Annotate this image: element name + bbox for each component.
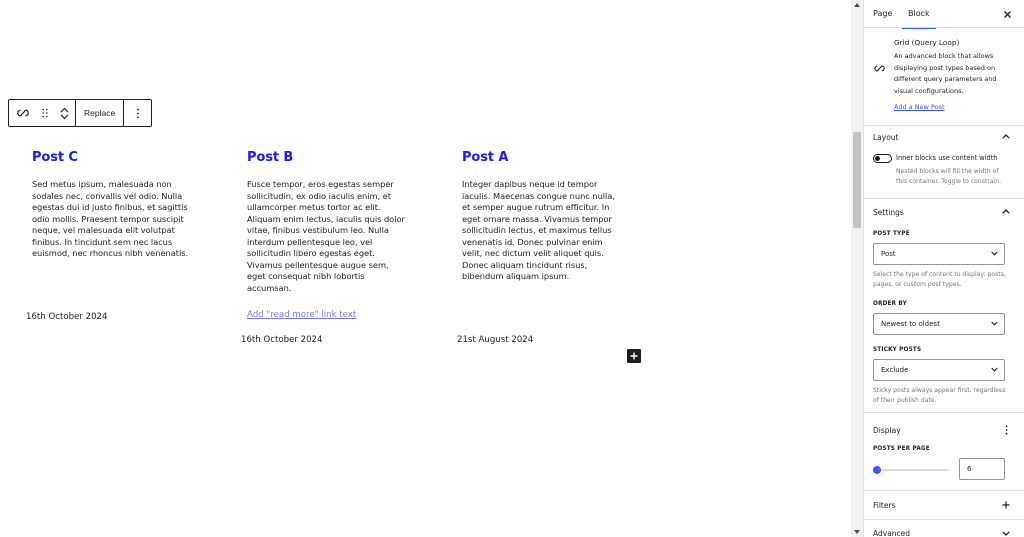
toggle-label: Inner blocks use content width (896, 154, 998, 162)
block-card-title: Grid (Query Loop) (894, 38, 960, 47)
triangle-down-icon (854, 530, 860, 534)
read-more-link[interactable]: Add "read more" link text (247, 310, 357, 320)
block-mover (53, 100, 75, 126)
sticky-posts-select[interactable] (873, 359, 1005, 381)
post-date[interactable]: 16th October 2024 (26, 312, 108, 322)
query-loop-icon (17, 109, 29, 117)
tab-block[interactable]: Block (908, 0, 930, 28)
toggle-help: Nested blocks will fill the width of this container. Toggle to constrain. (896, 168, 1002, 185)
post-title[interactable]: Post C (32, 150, 78, 165)
filters-add-button[interactable] (999, 498, 1013, 512)
post-date[interactable]: 21st August 2024 (457, 335, 534, 345)
chevron-down-icon (991, 367, 998, 372)
block-card (864, 28, 1024, 126)
select-parent-block-button[interactable] (9, 100, 37, 126)
post-title[interactable]: Post B (247, 150, 294, 165)
chevron-up-icon (1002, 134, 1010, 139)
add-new-post-link[interactable]: Add a New Post (894, 103, 945, 111)
content-width-toggle[interactable] (873, 154, 892, 163)
close-icon (1004, 11, 1011, 18)
posts-per-page-input[interactable] (959, 458, 1005, 480)
posts-per-page-label: POSTS PER PAGE (873, 446, 930, 452)
filters-panel (864, 491, 1024, 520)
drag-handle[interactable] (37, 100, 53, 126)
post-type-help: Select the type of content to display: posts, pages, or custom post types. (873, 271, 1006, 288)
select-value: Post (881, 250, 896, 258)
select-value: Newest to oldest (881, 320, 940, 328)
scroll-up-button[interactable] (851, 0, 863, 10)
chevron-down-icon (1002, 531, 1010, 536)
toolbar-parent-group (9, 100, 75, 126)
block-options-button[interactable] (124, 100, 151, 126)
layout-panel-toggle[interactable] (999, 129, 1013, 143)
block-inserter-button[interactable] (627, 349, 641, 363)
posts-per-page-slider[interactable] (873, 466, 881, 474)
chevron-down-icon (991, 321, 998, 326)
tab-page[interactable]: Page (873, 9, 893, 18)
plus-icon (630, 352, 638, 360)
post-card[interactable] (247, 150, 407, 293)
panel-title[interactable]: Display (873, 426, 901, 435)
close-settings-button[interactable] (1000, 7, 1014, 21)
scrollbar-thumb[interactable] (853, 132, 861, 228)
replace-button[interactable]: Replace (84, 108, 116, 118)
posts-per-page-track[interactable] (877, 469, 949, 471)
post-excerpt[interactable]: Fusce tempor, eros egestas semper sollicitudin, ex odio iaculis enim, et ullamcorper metus tortor ac elit. Aliquam enim lectus, iaculis quis dolor vitae, finibus vestibulum leo. Nulla interdum pellentesque leo, vel sollicitudin libero egestas eget. Vivamus pellentesque augue sem, eget consequat nibh lobortis accumsan. (247, 179, 405, 293)
post-card[interactable] (32, 150, 192, 258)
advanced-panel (864, 520, 1024, 537)
post-excerpt[interactable]: Integer dapibus neque id tempor iaculis. Maecenas congue nunc nulla, et semper augue rutrum efficitur. In eget ornare massa. Vivamus tempor sollicitudin lectus, et maximus tellus venenatis id. Donec pulvinar enim velit, nec dictum velit aliquet quis. Donec aliquam tincidunt risus, bibendum aliquam ipsum. (462, 179, 615, 281)
block-card-description: An advanced block that allows displaying post types based on different query parameters and visual configurations. (894, 52, 997, 95)
advanced-panel-toggle[interactable] (999, 526, 1013, 537)
query-loop-icon (874, 65, 885, 72)
order-by-select[interactable] (873, 313, 1005, 335)
panel-title[interactable]: Layout (873, 133, 899, 142)
layout-panel (864, 127, 1024, 199)
display-options-button[interactable] (999, 423, 1013, 437)
chevron-up-icon[interactable] (60, 107, 69, 113)
more-vertical-icon (136, 108, 140, 119)
plus-icon (1002, 501, 1010, 509)
scroll-down-button[interactable] (851, 527, 863, 537)
select-value: Exclude (881, 366, 909, 374)
settings-panel (864, 199, 1024, 413)
sticky-posts-help: Sticky posts always appear first, regardless of their publish date. (873, 387, 1006, 404)
panel-title[interactable]: Filters (873, 501, 896, 510)
post-title[interactable]: Post A (462, 150, 509, 165)
chevron-down-icon[interactable] (60, 114, 69, 120)
drag-handle-icon (42, 108, 48, 118)
toggle-knob (875, 156, 880, 161)
display-panel (864, 413, 1024, 491)
post-date[interactable]: 16th October 2024 (241, 335, 323, 345)
panel-title[interactable]: Advanced (873, 529, 911, 537)
number-value: 6 (967, 465, 972, 473)
sticky-posts-label: STICKY POSTS (873, 347, 922, 353)
chevron-down-icon (991, 251, 998, 256)
post-card[interactable] (462, 150, 622, 281)
order-by-label: ORDER BY (873, 301, 907, 307)
chevron-up-icon (1002, 209, 1010, 214)
post-type-select[interactable] (873, 243, 1005, 265)
settings-panel-toggle[interactable] (999, 204, 1013, 218)
post-excerpt[interactable]: Sed metus ipsum, malesuada non sodales nec, convallis vel odio. Nulla egestas dui id justo finibus, et sagittis odio mollis. Praesent tempor suscipit neque, vel malesuada elit volutpat finibus. In tincidunt sem nec lacus euismod, nec rhoncus nibh venenatis. (32, 179, 189, 258)
settings-sidebar (863, 0, 1024, 537)
toolbar-replace-group (75, 100, 123, 126)
toolbar-options-group (123, 100, 151, 126)
more-vertical-icon (1005, 425, 1008, 435)
post-type-label: POST TYPE (873, 231, 910, 237)
triangle-up-icon (854, 3, 860, 7)
sidebar-tabs (864, 0, 1024, 28)
canvas-scrollbar[interactable] (851, 0, 863, 537)
panel-title[interactable]: Settings (873, 208, 904, 217)
block-toolbar (8, 99, 152, 127)
